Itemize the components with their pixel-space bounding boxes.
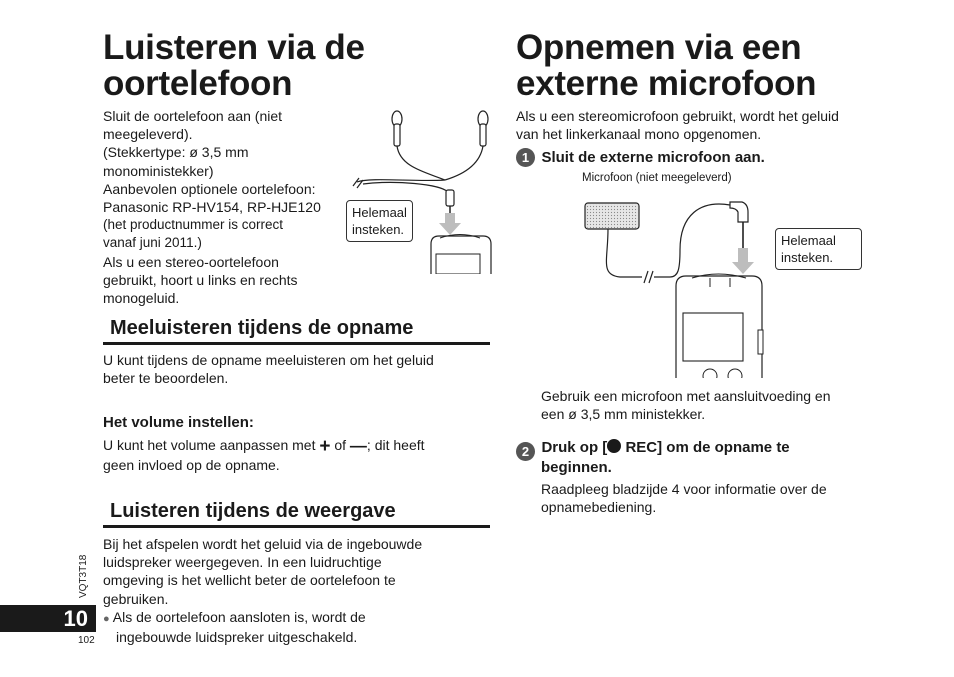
right-insert-callout: Helemaal insteken. [775,228,862,270]
playback-bullet: ● Als de oortelefoon aansloten is, wordt de ingebouwde luidspreker uitgeschakeld. [103,609,366,646]
right-column [500,0,954,677]
volume-heading: Het volume instellen: [103,414,254,431]
right-page-title: Opnemen via een externe microfoon [516,28,817,103]
step-1-text: Sluit de externe microfoon aan. [541,149,765,166]
earphone-illustration [345,102,495,274]
section-heading-monitor-recording: Meeluisteren tijdens de opname [110,317,414,339]
mic-note: Gebruik een microfoon met aansluitvoeding en een ø 3,5 mm ministekker. [541,388,831,423]
recorder-icon [431,235,491,275]
left-insert-callout: Helemaal insteken. [346,200,413,242]
bullet-icon: ● [103,613,110,625]
step-1-badge: 1 [516,148,535,167]
step-2-detail: Raadpleeg bladzijde 4 voor informatie over de opnamebediening. [541,481,827,516]
monitor-recording-text: U kunt tijdens de opname meeluisteren om het geluid beter te beoordelen. [103,352,434,387]
section-rule [103,342,490,345]
minus-icon: — [349,436,367,455]
mic-intro: Als u een stereomicrofoon gebruikt, wordt het geluid van het linkerkanaal mono opgenomen. [516,108,839,143]
step-2-text: Druk op [ REC] om de opname te [541,439,790,456]
step-2-badge: 2 [516,442,535,461]
section-rule [103,525,490,528]
right-earbud-icon [478,111,488,146]
left-earbud-icon [392,111,402,146]
arrow-down-icon [732,248,754,274]
microphone-icon [585,203,639,229]
mic-label: Microfoon (niet meegeleverd) [582,172,732,184]
playback-text: Bij het afspelen wordt het geluid via de ingebouwde luidspreker weergegeven. In een luidruchtige omgeving is het wellicht beter de oortelefoon te gebruiken. [103,536,423,607]
microphone-illustration [580,190,770,378]
volume-text: U kunt het volume aanpassen met + of —; dit heeft geen invloed op de opname. [103,436,425,474]
mic-plug-icon [730,202,748,248]
model-code: VQT3T18 [78,554,89,598]
record-icon [607,439,621,453]
step-2-text-line2: beginnen. [541,459,612,476]
sub-page-number: 102 [78,635,95,646]
earphone-intro: Sluit de oortelefoon aan (niet meegeleverd). (Stekkertype: ø 3,5 mm monoministekker) Aanbevolen optionele oortelefoon: Panasonic RP-HV154, RP-HJE120 (het productnummer is correct vanaf juni 2011.) Als u een stereo-oortelefoon gebruikt, hoort u links en rechts monogeluid. [103,108,321,307]
step-1 [516,148,765,167]
recorder-icon [676,274,763,378]
arrow-down-icon [439,213,461,235]
section-heading-playback: Luisteren tijdens de weergave [110,500,396,522]
page-number-box [0,605,96,632]
plus-icon: + [319,436,331,457]
left-page-title: Luisteren via de oortelefoon [103,28,365,103]
page-number: 10 [63,606,88,631]
